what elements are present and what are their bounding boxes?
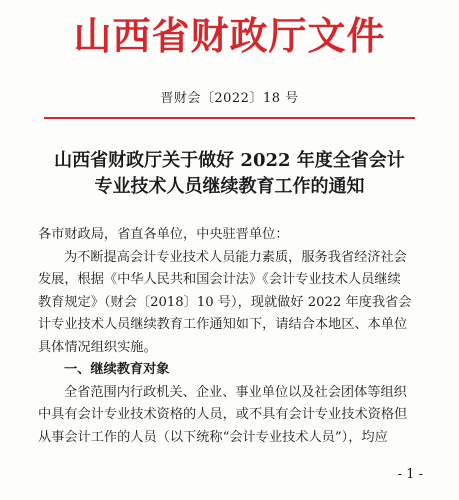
document-number: 晋财会〔2022〕18 号 (160, 91, 299, 106)
notice-title-line-1: 山西省财政厅关于做好 2022 年度全省会计 (54, 150, 405, 171)
notice-title (30, 148, 429, 200)
page-number: - 1 - (397, 467, 423, 482)
notice-title-line-2: 专业技术人员继续教育工作的通知 (94, 176, 365, 197)
salutation: 各市财政局，省直各单位，中央驻晋单位： (38, 227, 289, 242)
paragraph-line: 为不断提高会计专业技术人员能力素质，服务我省经济社会 (64, 249, 407, 265)
paragraph-line: 具体情况组织实施。 (38, 339, 157, 355)
section-heading: 一、继续教育对象 (64, 362, 170, 377)
paragraph-line: 全省范围内行政机关、企业、事业单位以及社会团体等组织 (64, 384, 407, 400)
notice-body (38, 224, 429, 449)
header-divider (44, 117, 415, 119)
paragraph-line: 发展，根据《中华人民共和国会计法》《会计专业技术人员继续 (38, 272, 401, 287)
paragraph-line: 计专业技术人员继续教育工作通知如下，请结合本地区、本单位 (38, 317, 408, 332)
paragraph-line: 中具有会计专业技术资格的人员，或不具有会计专业技术资格但 (38, 407, 408, 422)
paragraph-line: 教育规定》（财会〔2018〕10 号），现就做好 2022 年度我省会 (38, 294, 412, 310)
document-header-title: 山西省财政厅文件 (73, 13, 386, 58)
paragraph-line: 从事会计工作的人员（以下统称“会计专业技术人员”），均应 (38, 429, 388, 445)
